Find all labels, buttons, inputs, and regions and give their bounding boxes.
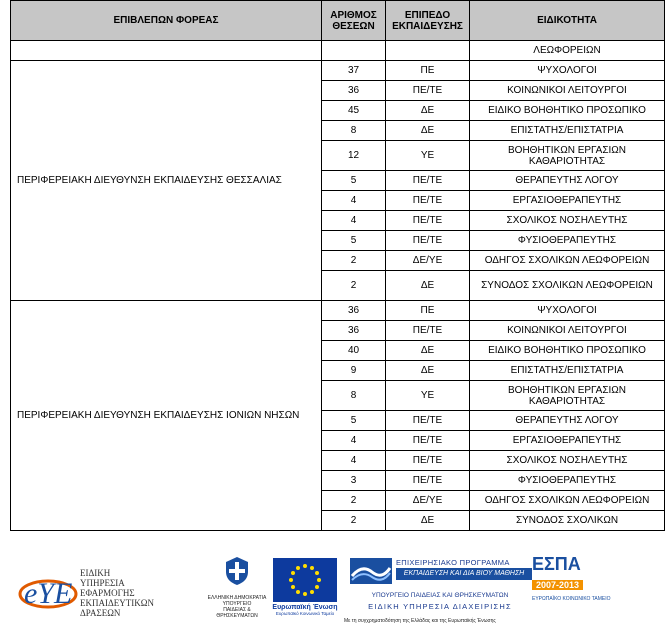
cell-org: ΠΕΡΙΦΕΡΕΙΑΚΗ ΔΙΕΥΘΥΝΣΗ ΕΚΠΑΙΔΕΥΣΗΣ ΙΟΝΙΩΝ ΝΗΣΩΝ [11,301,322,531]
gov-text [202,595,272,619]
cell-specialty: ΕΡΓΑΣΙΟΘΕΡΑΠΕΥΤΗΣ [470,191,665,211]
cell-specialty: ΚΟΙΝΩΝΙΚΟΙ ΛΕΙΤΟΥΡΓΟΙ [470,81,665,101]
cell-level: ΥΕ [386,381,470,411]
espa-fund: ΕΥΡΩΠΑΪΚΟ ΚΟΙΝΩΝΙΚΟ ΤΑΜΕΙΟ [532,596,611,602]
cell-positions: 3 [322,471,386,491]
cell-positions: 4 [322,191,386,211]
eye-mark-icon [18,570,80,614]
cell-positions: 9 [322,361,386,381]
cell-level: ΠΕ/ΤΕ [386,471,470,491]
eye-line: ΕΙΔΙΚΗ [80,568,111,578]
op-title: ΕΠΙΧΕΙΡΗΣΙΑΚΟ ΠΡΟΓΡΑΜΜΑ [396,558,510,567]
cell-specialty: ΕΠΙΣΤΑΤΗΣ/ΕΠΙΣΤΑΤΡΙΑ [470,121,665,141]
header-specialty: ΕΙΔΙΚΟΤΗΤΑ [470,1,665,41]
cell-level: ΔΕ [386,341,470,361]
cell-level: ΔΕ/ΥΕ [386,251,470,271]
cell-specialty: ΕΠΙΣΤΑΤΗΣ/ΕΠΙΣΤΑΤΡΙΑ [470,361,665,381]
table-row [11,61,665,81]
eye-line: ΕΦΑΡΜΟΓΗΣ [80,588,135,598]
cell-positions: 8 [322,381,386,411]
cell-org: ΠΕΡΙΦΕΡΕΙΑΚΗ ΔΙΕΥΘΥΝΣΗ ΕΚΠΑΙΔΕΥΣΗΣ ΘΕΣΣΑΛΙΑΣ [11,61,322,301]
gov-logo [202,556,272,626]
cell-level: ΠΕ/ΤΕ [386,81,470,101]
eye-line: ΔΡΑΣΕΩΝ [80,608,121,618]
cell-level [386,41,470,61]
cell-level: ΠΕ/ΤΕ [386,171,470,191]
cell-specialty: ΒΟΗΘΗΤΙΚΩΝ ΕΡΓΑΣΙΩΝ ΚΑΘΑΡΙΟΤΗΤΑΣ [470,381,665,411]
cell-positions: 2 [322,511,386,531]
cell-positions [322,41,386,61]
cell-specialty: ΒΟΗΘΗΤΙΚΩΝ ΕΡΓΑΣΙΩΝ ΚΑΘΑΡΙΟΤΗΤΑΣ [470,141,665,171]
cell-positions: 2 [322,251,386,271]
eu-caption: Ευρωπαϊκή Ένωση [272,604,338,611]
cell-positions: 2 [322,491,386,511]
cell-level: ΠΕ [386,301,470,321]
cell-level: ΠΕ/ΤΕ [386,211,470,231]
eye-text [80,568,154,618]
cell-specialty: ΨΥΧΟΛΟΓΟΙ [470,301,665,321]
op-banner: ΕΚΠΑΙΔΕΥΣΗ ΚΑΙ ΔΙΑ ΒΙΟΥ ΜΑΘΗΣΗ [396,568,532,580]
cell-specialty: ΣΥΝΟΔΟΣ ΣΧΟΛΙΚΩΝ ΛΕΩΦΟΡΕΙΩΝ [470,271,665,301]
cell-positions: 37 [322,61,386,81]
cell-positions: 4 [322,431,386,451]
op-authority: ΕΙΔΙΚΗ ΥΠΗΡΕΣΙΑ ΔΙΑΧΕΙΡΙΣΗΣ [368,602,512,611]
cell-positions: 40 [322,341,386,361]
cell-level: ΔΕ [386,101,470,121]
cell-level: ΔΕ [386,271,470,301]
cell-positions: 4 [322,451,386,471]
eu-flag-icon [273,558,337,602]
gov-line: ΕΛΛΗΝΙΚΗ ΔΗΜΟΚΡΑΤΙΑ [207,595,267,601]
table-row [11,301,665,321]
cell-level: ΔΕ [386,511,470,531]
header-org: ΕΠΙΒΛΕΠΩΝ ΦΟΡΕΑΣ [11,1,322,41]
cell-specialty: ΣΥΝΟΔΟΣ ΣΧΟΛΙΚΩΝ [470,511,665,531]
cell-specialty: ΦΥΣΙΟΘΕΡΑΠΕΥΤΗΣ [470,471,665,491]
cell-level: ΥΕ [386,141,470,171]
header-positions: ΑΡΙΘΜΟΣ ΘΕΣΕΩΝ [322,1,386,41]
cell-level: ΠΕ/ΤΕ [386,231,470,251]
cell-level: ΔΕ/ΥΕ [386,491,470,511]
cell-positions: 45 [322,101,386,121]
eye-line: ΕΚΠΑΙΔΕΥΤΙΚΩΝ [80,598,154,608]
header-level: ΕΠΙΠΕΔΟ ΕΚΠΑΙΔΕΥΣΗΣ [386,1,470,41]
gov-line: ΠΑΙΔΕΙΑΣ & ΘΡΗΣΚΕΥΜΑΤΩΝ [216,607,258,619]
cell-positions: 8 [322,121,386,141]
cell-level: ΠΕ [386,61,470,81]
cell-positions: 12 [322,141,386,171]
cell-positions: 36 [322,321,386,341]
cell-specialty: ΣΧΟΛΙΚΟΣ ΝΟΣΗΛΕΥΤΗΣ [470,451,665,471]
table-row-carryover [11,41,665,61]
cell-level: ΠΕ/ΤΕ [386,191,470,211]
gov-line: ΥΠΟΥΡΓΕΙΟ [222,601,252,607]
cell-specialty: ΟΔΗΓΟΣ ΣΧΟΛΙΚΩΝ ΛΕΩΦΟΡΕΙΩΝ [470,491,665,511]
cofund-text: Με τη συγχρηματοδότηση της Ελλάδας και της Ευρωπαϊκής Ένωσης [344,618,496,624]
eye-mark-text: eYE [24,577,73,610]
cell-specialty: ΨΥΧΟΛΟΓΟΙ [470,61,665,81]
cell-level: ΔΕ [386,121,470,141]
op-wave-icon [350,558,392,584]
eye-logo [18,564,178,624]
cell-specialty: ΚΟΙΝΩΝΙΚΟΙ ΛΕΙΤΟΥΡΓΟΙ [470,321,665,341]
op-ministry: ΥΠΟΥΡΓΕΙΟ ΠΑΙΔΕΙΑΣ ΚΑΙ ΘΡΗΣΚΕΥΜΑΤΩΝ [371,592,509,599]
table-header-row [11,1,665,41]
eye-line: ΥΠΗΡΕΣΙΑ [80,578,125,588]
cell-org [11,41,322,61]
cell-positions: 5 [322,231,386,251]
cell-specialty: ΕΡΓΑΣΙΟΘΕΡΑΠΕΥΤΗΣ [470,431,665,451]
cell-specialty: ΛΕΩΦΟΡΕΙΩΝ [470,41,665,61]
cell-level: ΠΕ/ΤΕ [386,321,470,341]
cell-level: ΠΕ/ΤΕ [386,451,470,471]
cell-specialty: ΘΕΡΑΠΕΥΤΗΣ ΛΟΓΟΥ [470,411,665,431]
espa-logo [532,554,612,616]
greek-emblem-icon [224,556,250,586]
cell-specialty: ΕΙΔΙΚΟ ΒΟΗΘΗΤΙΚΟ ΠΡΟΣΩΠΙΚΟ [470,341,665,361]
cell-level: ΠΕ/ΤΕ [386,411,470,431]
cell-positions: 5 [322,171,386,191]
eu-sub: Ευρωπαϊκό Κοινωνικό Ταμείο [275,611,335,616]
positions-table [10,0,665,531]
eu-logo [272,558,338,622]
cell-positions: 2 [322,271,386,301]
cell-positions: 5 [322,411,386,431]
cell-specialty: ΦΥΣΙΟΘΕΡΑΠΕΥΤΗΣ [470,231,665,251]
footer-logos [0,548,669,633]
espa-name: ΕΣΠΑ [532,554,581,574]
cell-level: ΔΕ [386,361,470,381]
cell-specialty: ΘΕΡΑΠΕΥΤΗΣ ΛΟΓΟΥ [470,171,665,191]
cell-level: ΠΕ/ΤΕ [386,431,470,451]
cell-positions: 36 [322,301,386,321]
cell-positions: 36 [322,81,386,101]
cell-specialty: ΕΙΔΙΚΟ ΒΟΗΘΗΤΙΚΟ ΠΡΟΣΩΠΙΚΟ [470,101,665,121]
cell-specialty: ΣΧΟΛΙΚΟΣ ΝΟΣΗΛΕΥΤΗΣ [470,211,665,231]
cell-positions: 4 [322,211,386,231]
espa-years: 2007-2013 [532,580,583,590]
cell-specialty: ΟΔΗΓΟΣ ΣΧΟΛΙΚΩΝ ΛΕΩΦΟΡΕΙΩΝ [470,251,665,271]
op-logo [350,554,530,628]
